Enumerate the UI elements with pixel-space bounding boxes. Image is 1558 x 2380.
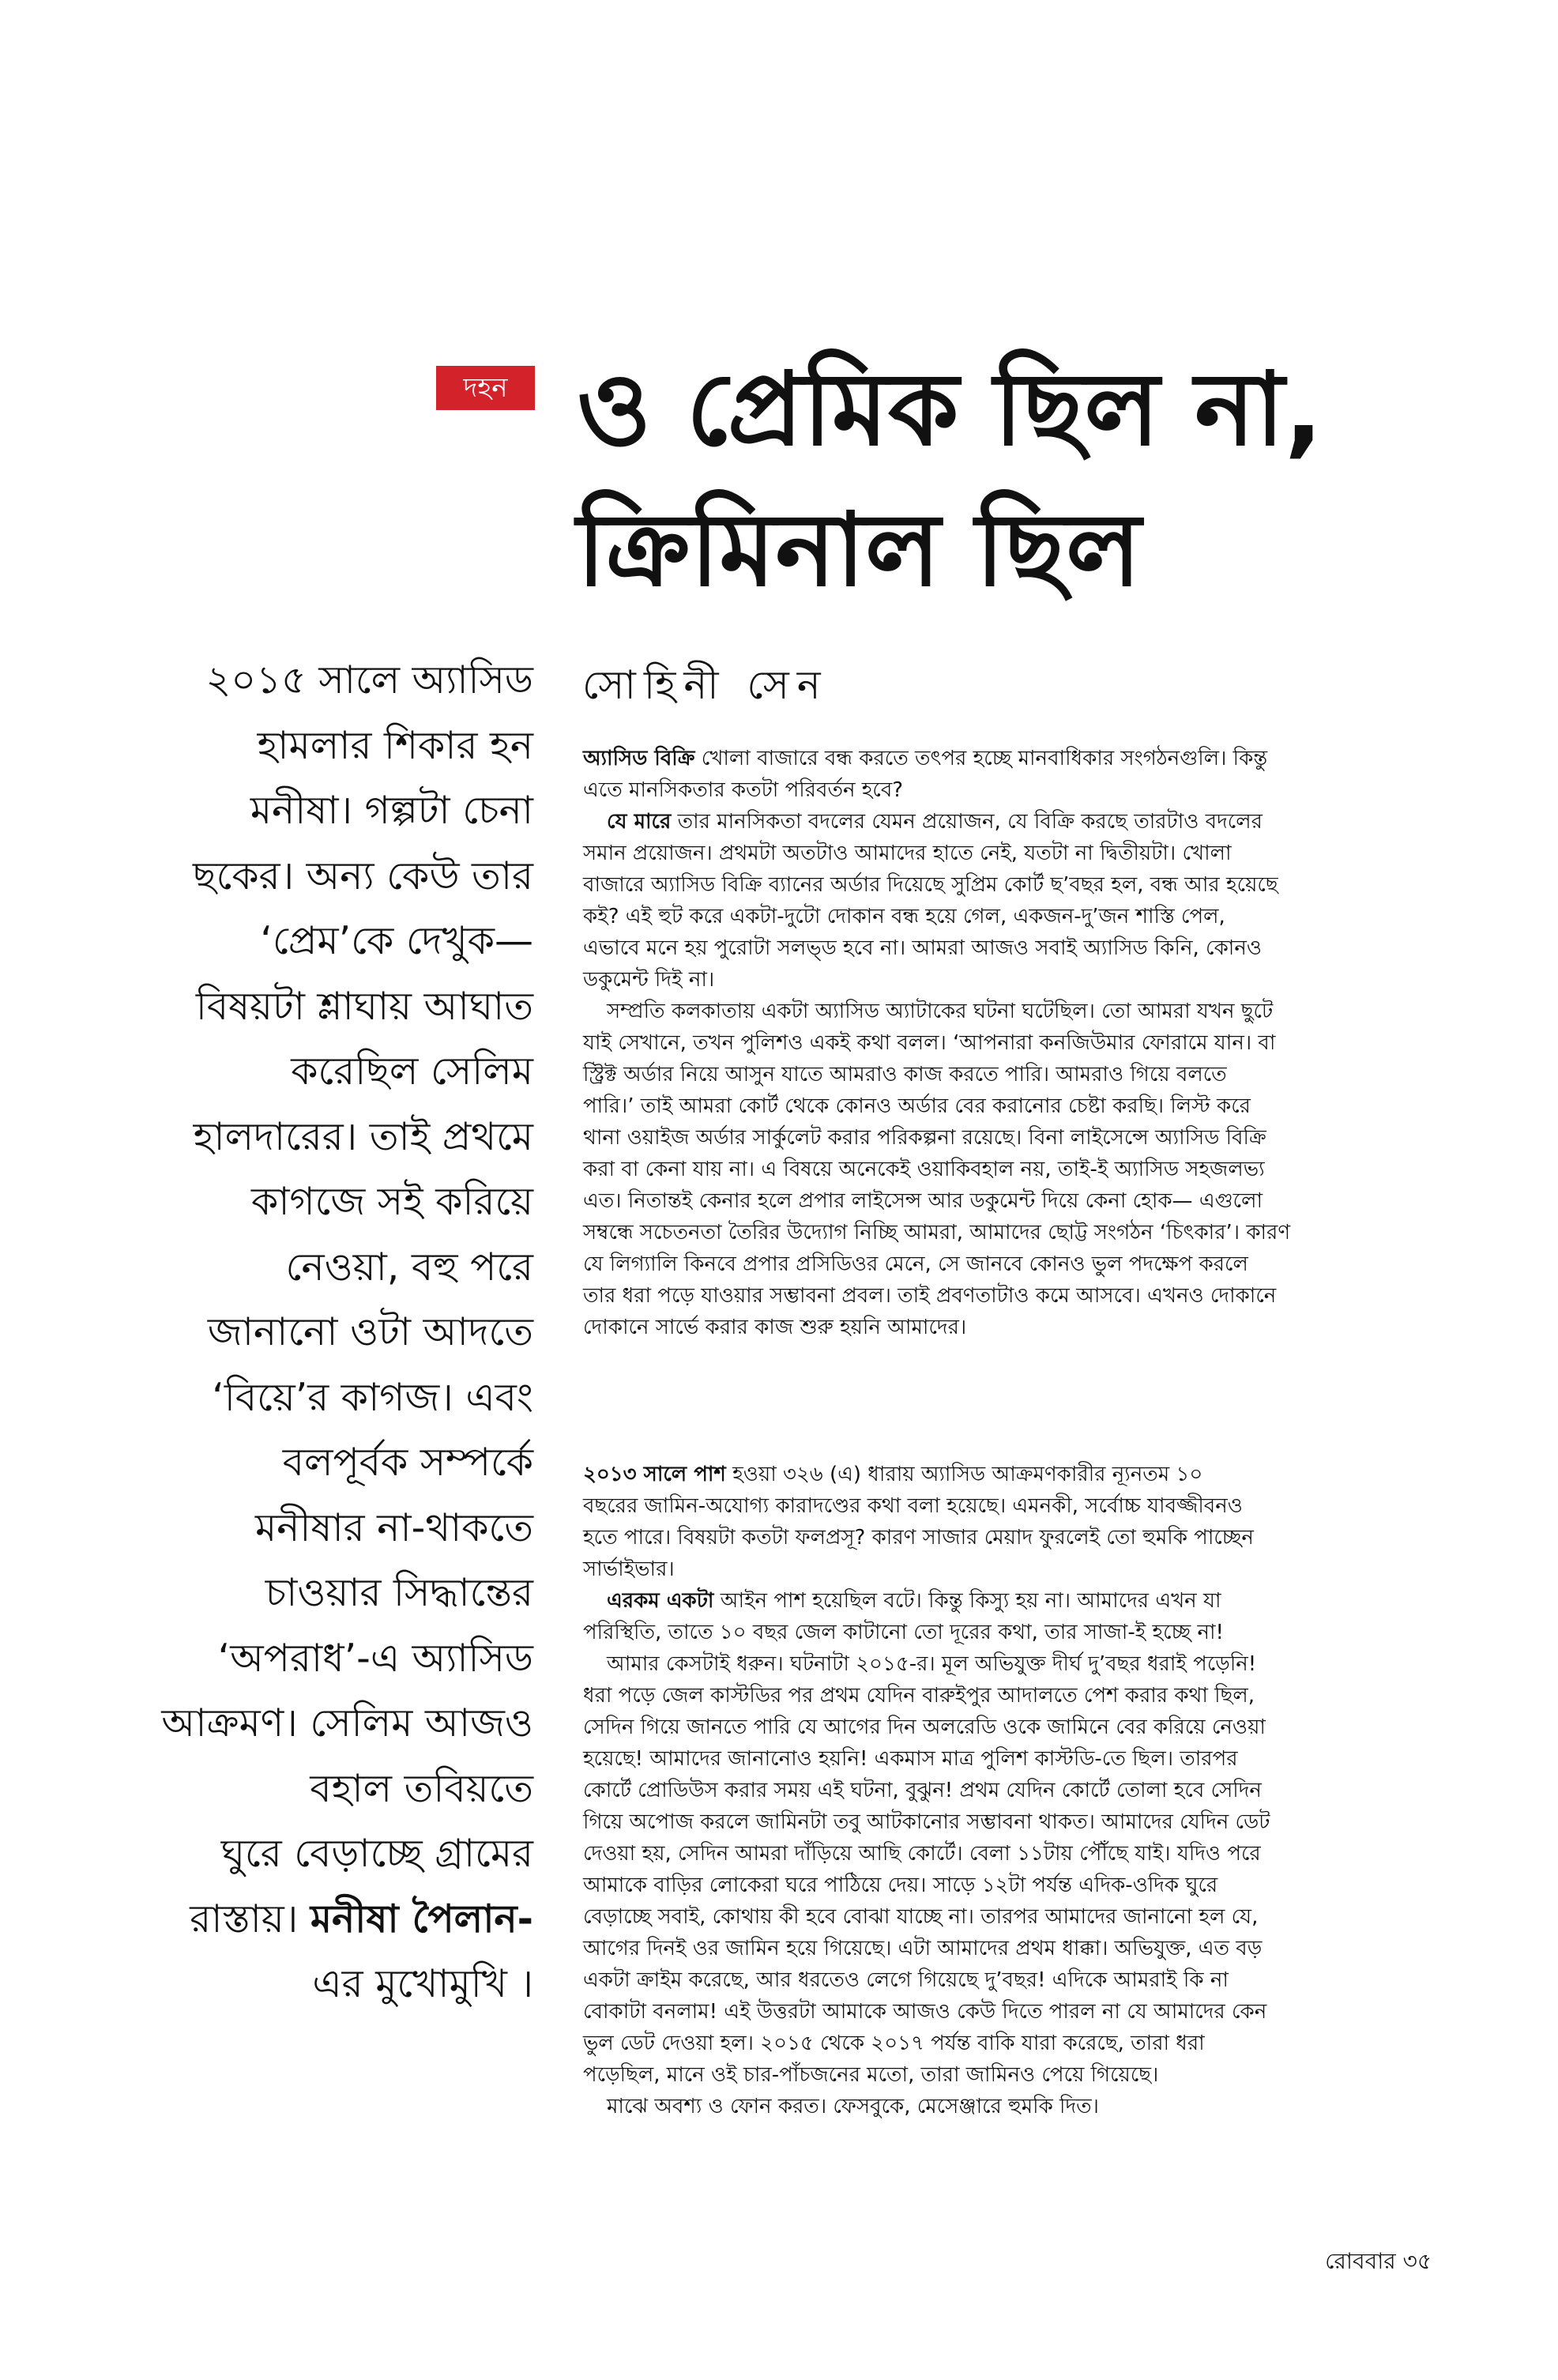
body-line: তার ধরা পড়ে যাওয়ার সম্ভাবনা প্রবল। তাই প্রবণতাটাও কমে আসবে। এখনও দোকানে	[583, 1284, 1277, 1308]
body-line: যে লিগ্যালি কিনবে প্রপার প্রসিডিওর মেনে, সে জানবে কোনও ভুল পদক্ষেপ করলে	[583, 1252, 1248, 1276]
article-body-part-1	[583, 743, 1452, 1343]
body-line: বছরের জামিন-অযোগ্য কারাদণ্ডের কথা বলা হয়েছে। এমনকী, সর্বোচ্চ যাবজ্জীবনও	[583, 1494, 1243, 1518]
body-line: আমাকে বাড়ির লোকেরা ঘরে পাঠিয়ে দেয়। সাড়ে ১২টা পর্যন্ত এদিক-ওদিক ঘুরে	[583, 1873, 1218, 1897]
standfirst-line: ‘অপরাধ’-এ অ্যাসিড	[217, 1635, 533, 1681]
byline: সোহিনী সেন	[582, 662, 829, 708]
paragraph	[583, 743, 1452, 806]
body-line: হয়েছে! আমাদের জানানোও হয়নি! একমাস মাত্র পুলিশ কাস্টডি-তে ছিল। তারপর	[583, 1747, 1238, 1771]
standfirst-line: করেছিল সেলিম	[291, 1049, 533, 1094]
lead-in: ২০১৩ সালে পাশ	[583, 1463, 726, 1486]
paragraph	[583, 1459, 1452, 1585]
standfirst-line: হামলার শিকার হন	[257, 722, 533, 768]
standfirst-line: মনীষা। গল্পটা চেনা	[250, 788, 533, 833]
page-folio: রোববার ৩৫	[1325, 2248, 1432, 2274]
body-line: অ্যাসিড বিক্রি খোলা বাজারে বন্ধ করতে তৎপর হচ্ছে মানবাধিকার সংগঠনগুলি। কিন্তু	[583, 747, 1268, 770]
standfirst-line: বহাল তবিয়তে	[310, 1765, 533, 1811]
standfirst-line: চাওয়ার সিদ্ধান্তের	[265, 1570, 533, 1615]
standfirst-line: কাগজে সই করিয়ে	[251, 1179, 533, 1224]
body-line: থানা ওয়াইজ অর্ডার সার্কুলেট করার পরিকল্পনা রয়েছে। বিনা লাইসেন্সে অ্যাসিড বিক্রি	[583, 1126, 1266, 1150]
body-line: দেওয়া হয়, সেদিন আমরা দাঁড়িয়ে আছি কোর্টে। বেলা ১১টায় পৌঁছে যাই। যদিও পরে	[583, 1842, 1261, 1866]
body-line: কোর্টে প্রোডিউস করার সময় এই ঘটনা, বুঝুন! প্রথম যেদিন কোর্টে তোলা হবে সেদিন	[583, 1779, 1262, 1802]
body-line: সার্ভাইভার।	[583, 1557, 675, 1581]
standfirst-line: বিষয়টা শ্লাঘায় আঘাত	[195, 983, 533, 1029]
body-line: এভাবে মনে হয় পুরোটা সলভ্‌ড হবে না। আমরা আজও সবাই অ্যাসিড কিনি, কোনও	[583, 936, 1262, 960]
body-line: পড়েছিল, মানে ওই চার-পাঁচজনের মতো, তারা জামিনও পেয়ে গিয়েছে।	[583, 2063, 1159, 2087]
standfirst-line: ঘুরে বেড়াচ্ছে গ্রামের	[220, 1831, 533, 1876]
standfirst-line: এর মুখোমুখি ।	[312, 1961, 533, 2006]
paragraph	[583, 1648, 1452, 2091]
body-line: আগের দিনই ওর জামিন হয়ে গিয়েছে। এটা আমাদের প্রথম ধাক্কা। অভিযুক্ত, এত বড়	[583, 1937, 1263, 1960]
lead-in: এরকম একটা	[607, 1589, 714, 1613]
section-tag: দহন	[436, 366, 535, 410]
body-line: এত। নিতান্তই কেনার হলে প্রপার লাইসেন্স আর ডকুমেন্ট দিয়ে কেনা হোক— এগুলো	[583, 1189, 1263, 1213]
standfirst	[103, 648, 533, 2017]
body-line: হতে পারে। বিষয়টা কতটা ফলপ্রসূ? কারণ সাজার মেয়াদ ফুরলেই তো হুমকি পাচ্ছেন	[583, 1526, 1254, 1550]
body-line: ২০১৩ সালে পাশ হওয়া ৩২৬ (এ) ধারায় অ্যাসিড আক্রমণকারীর ন্যূনতম ১০	[583, 1463, 1203, 1486]
standfirst-line: হালদারের। তাই প্রথমে	[193, 1113, 533, 1159]
body-line: যে মারে তার মানসিকতা বদলের যেমন প্রয়োজন, যে বিক্রি করছে তারটাও বদলের	[607, 810, 1263, 834]
body-line: এতে মানসিকতার কতটা পরিবর্তন হবে?	[583, 778, 904, 802]
body-line: পরিস্থিতি, তাতে ১০ বছর জেল কাটানো তো দূরের কথা, তার সাজা-ই হচ্ছে না!	[583, 1621, 1224, 1644]
subject-name: মনীষা পৈলান-	[310, 1896, 533, 1941]
standfirst-line: ছকের। অন্য কেউ তার	[192, 853, 533, 898]
body-line: আমার কেসটাই ধরুন। ঘটনাটা ২০১৫-র। মূল অভিযুক্ত দীর্ঘ দু’বছর ধরাই পড়েনি!	[607, 1652, 1257, 1676]
body-line: যাই সেখানে, তখন পুলিশও একই কথা বলল। ‘আপনারা কনজিউমার ফোরামে যান। বা	[583, 1031, 1276, 1055]
article-body-part-2	[583, 1459, 1452, 2122]
paragraph	[583, 2091, 1452, 2122]
body-line: কই? এই হুট করে একটা-দুটো দোকান বন্ধ হয়ে গেল, একজন-দু’জন শাস্তি পেল,	[583, 905, 1225, 928]
body-line: এরকম একটা আইন পাশ হয়েছিল বটে। কিন্তু কিস্যু হয় না। আমাদের এখন যা	[607, 1589, 1221, 1613]
standfirst-line: জানানো ওটা আদতে	[207, 1309, 533, 1354]
standfirst-line: রাস্তায়। মনীষা পৈলান-	[190, 1896, 533, 1941]
lead-in: যে মারে	[607, 810, 672, 834]
body-line: পারি।’ তাই আমরা কোর্ট থেকে কোনও অর্ডার বের করানোর চেষ্টা করছি। লিস্ট করে	[583, 1094, 1251, 1118]
paragraph	[583, 806, 1452, 996]
body-line: সম্প্রতি কলকাতায় একটা অ্যাসিড অ্যাটাকের ঘটনা ঘটেছিল। তো আমরা যখন ছুটে	[607, 1000, 1274, 1023]
paragraph	[583, 996, 1452, 1343]
body-line: বাজারে অ্যাসিড বিক্রি ব্যানের অর্ডার দিয়েছে সুপ্রিম কোর্ট ছ’বছর হল, বন্ধ আর হয়েছে	[583, 873, 1278, 897]
body-line: সেদিন গিয়ে জানতে পারি যে আগের দিন অলরেডি ওকে জামিনে বের করিয়ে নেওয়া	[583, 1715, 1266, 1739]
body-line: একটা ক্রাইম করেছে, আর ধরতেও লেগে গিয়েছে দু’বছর! এদিকে আমরাই কি না	[583, 1968, 1229, 1992]
headline	[577, 340, 1493, 621]
body-line: ধরা পড়ে জেল কাস্টডির পর প্রথম যেদিন বারুইপুর আদালতে পেশ করার কথা ছিল,	[583, 1684, 1255, 1708]
body-line: মাঝে অবশ্য ও ফোন করত। ফেসবুকে, মেসেঞ্জারে হুমকি দিত।	[607, 2095, 1099, 2118]
body-line: ভুল ডেট দেওয়া হল। ২০১৫ থেকে ২০১৭ পর্যন্ত বাকি যারা করেছে, তারা ধরা	[583, 2032, 1205, 2055]
standfirst-line: ‘বিয়ে’র কাগজ। এবং	[212, 1374, 533, 1420]
standfirst-line: বলপূর্বক সম্পর্কে	[282, 1440, 533, 1485]
standfirst-line: ২০১৫ সালে অ্যাসিড	[205, 657, 533, 702]
body-line: বোকাটা বনলাম! এই উত্তরটা আমাকে আজও কেউ দিতে পারল না যে আমাদের কেন	[583, 2000, 1267, 2024]
headline-line-1: ও প্রেমিক ছিল না,	[577, 351, 1323, 469]
standfirst-line: মনীষার না-থাকতে	[254, 1504, 533, 1550]
standfirst-line: আক্রমণ। সেলিম আজও	[161, 1700, 533, 1745]
standfirst-line: নেওয়া, বহু পরে	[285, 1244, 533, 1290]
standfirst-line: ‘প্রেম’কে দেখুক—	[260, 918, 533, 963]
lead-in: অ্যাসিড বিক্রি	[583, 747, 695, 770]
paragraph	[583, 1585, 1452, 1648]
body-line: গিয়ে অপোজ করলে জামিনটা তবু আটকানোর সম্ভাবনা থাকত। আমাদের যেদিন ডেট	[583, 1810, 1270, 1834]
body-line: সম্বন্ধে সচেতনতা তৈরির উদ্যোগ নিচ্ছি আমরা, আমাদের ছোট্ট সংগঠন ‘চিৎকার’। কারণ	[583, 1221, 1291, 1245]
body-line: দোকানে সার্ভে করার কাজ শুরু হয়নি আমাদের।	[583, 1316, 967, 1339]
headline-line-2: ক্রিমিনাল ছিল	[577, 491, 1142, 609]
body-line: বেড়াচ্ছে সবাই, কোথায় কী হবে বোঝা যাচ্ছে না। তারপর আমাদের জানানো হল যে,	[583, 1905, 1259, 1929]
body-line: সমান প্রয়োজন। প্রথমটা অতটাও আমাদের হাতে নেই, যতটা না দ্বিতীয়টা। খোলা	[583, 842, 1232, 865]
body-line: স্ট্রিক্ট অর্ডার নিয়ে আসুন যাতে আমরাও কাজ করতে পারি। আমরাও গিয়ে বলতে	[583, 1063, 1227, 1086]
body-line: করা বা কেনা যায় না। এ বিষয়ে অনেকেই ওয়াকিবহাল নয়, তাই-ই অ্যাসিড সহজলভ্য	[583, 1158, 1265, 1181]
body-line: ডকুমেন্ট দিই না।	[583, 968, 715, 992]
